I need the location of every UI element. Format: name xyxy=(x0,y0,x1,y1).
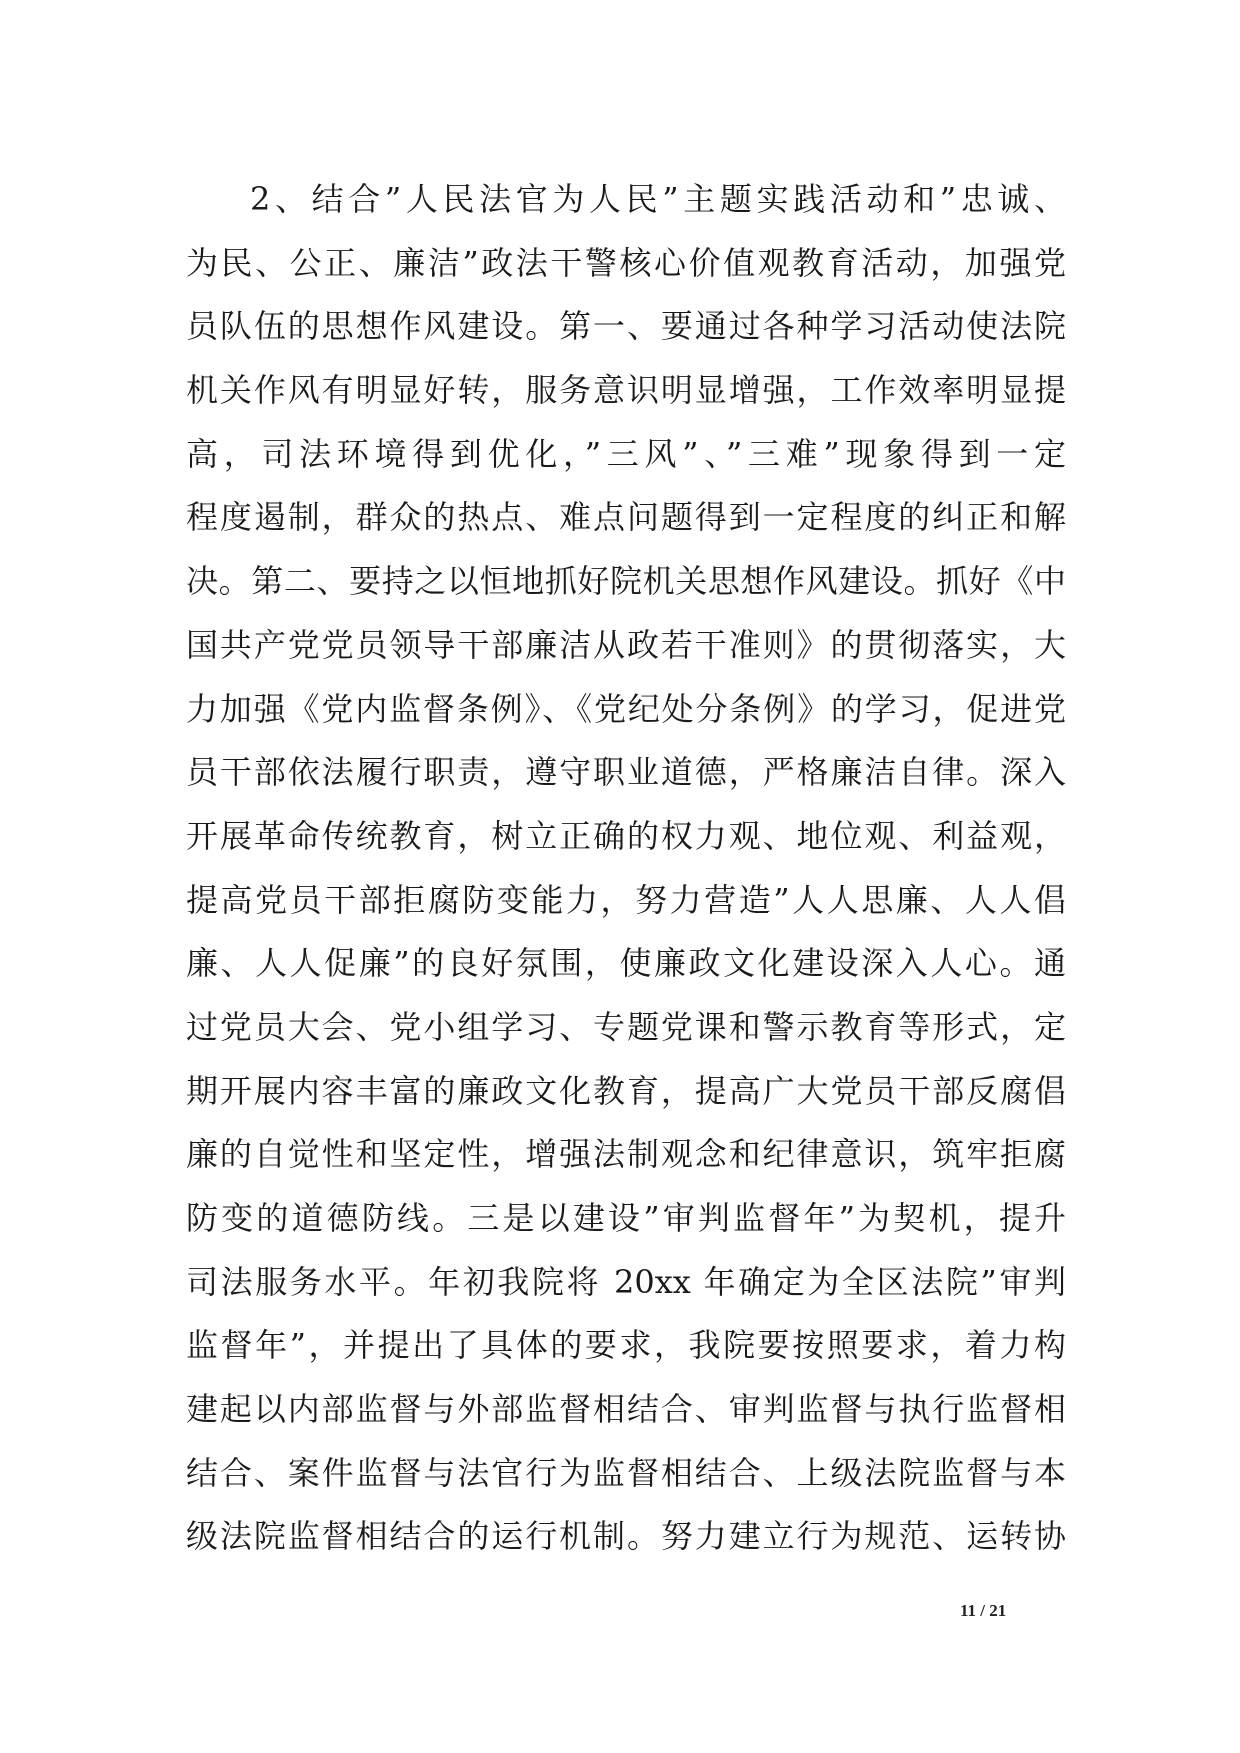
paragraph-line: 廉的自觉性和坚定性，增强法制观念和纪律意识，筑牢拒腐 xyxy=(186,1135,1066,1174)
paragraph-line: 防变的道德防线。三是以建设”审判监督年”为契机，提升 xyxy=(186,1199,1066,1237)
paragraph-line: 机关作风有明显好转，服务意识明显增强，工作效率明显提 xyxy=(186,371,1066,410)
paragraph-line: 员队伍的思想作风建设。第一、要通过各种学习活动使法院 xyxy=(186,307,1066,346)
paragraph-line: 员干部依法履行职责，遵守职业道德，严格廉洁自律。深入 xyxy=(186,753,1066,792)
paragraph-line: 高，司法环境得到优化，”三风”、”三难”现象得到一定 xyxy=(186,434,1066,473)
paragraph-line: 建起以内部监督与外部监督相结合、审判监督与执行监督相 xyxy=(186,1390,1066,1429)
paragraph-line: 程度遏制，群众的热点、难点问题得到一定程度的纠正和解 xyxy=(186,498,1066,537)
paragraph-line: 开展革命传统教育，树立正确的权力观、地位观、利益观， xyxy=(186,816,1066,855)
paragraph-line: 期开展内容丰富的廉政文化教育，提高广大党员干部反腐倡 xyxy=(186,1071,1066,1110)
page-number: 11 / 21 xyxy=(960,1601,1007,1620)
paragraph-line: 司法服务水平。年初我院将 20xx 年确定为全区法院”审判 xyxy=(186,1262,1066,1301)
paragraph-line: 监督年”，并提出了具体的要求，我院要按照要求，着力构 xyxy=(186,1326,1066,1365)
body-paragraph xyxy=(186,168,1066,1569)
paragraph-line: 决。第二、要持之以恒地抓好院机关思想作风建设。抓好《中 xyxy=(186,562,1066,601)
paragraph-line: 提高党员干部拒腐防变能力，努力营造”人人思廉、人人倡 xyxy=(186,880,1066,919)
paragraph-line: 结合、案件监督与法官行为监督相结合、上级法院监督与本 xyxy=(186,1453,1066,1492)
paragraph-line: 国共产党党员领导干部廉洁从政若干准则》的贯彻落实，大 xyxy=(186,625,1066,664)
paragraph-line: 过党员大会、党小组学习、专题党课和警示教育等形式，定 xyxy=(186,1007,1066,1046)
paragraph-line: 力加强《党内监督条例》、《党纪处分条例》的学习，促进党 xyxy=(186,689,1066,728)
paragraph-line: 级法院监督相结合的运行机制。努力建立行为规范、运转协 xyxy=(186,1517,1066,1556)
paragraph-line: 2、结合”人民法官为人民”主题实践活动和”忠诚、 xyxy=(250,180,1066,218)
paragraph-line: 为民、公正、廉洁”政法干警核心价值观教育活动，加强党 xyxy=(186,243,1066,282)
paragraph-line: 廉、人人促廉”的良好氛围，使廉政文化建设深入人心。通 xyxy=(186,944,1066,983)
